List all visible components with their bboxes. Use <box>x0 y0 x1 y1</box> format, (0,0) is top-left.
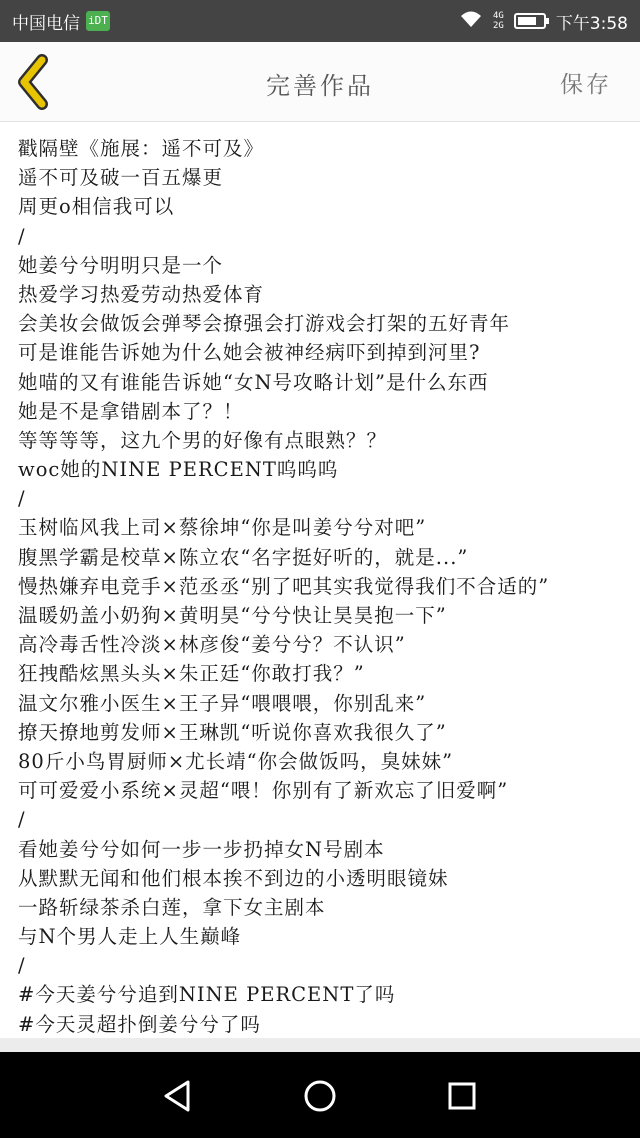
wifi-icon <box>459 10 483 33</box>
battery-icon <box>514 13 546 29</box>
editor-line: 会美妆会做饭会弹琴会撩强会打游戏会打架的五好青年 <box>18 312 511 336</box>
editor-line: 温文尔雅小医生×王子异“喂喂喂，你别乱来” <box>18 691 427 715</box>
carrier-info <box>12 9 110 34</box>
network-type <box>493 11 504 31</box>
editor-line: 狂拽酷炫黑头头×朱正廷“你敢打我？” <box>18 662 365 686</box>
chevron-left-icon <box>10 95 60 114</box>
editor-line: 看她姜兮兮如何一步一步扔掉女N号剧本 <box>18 837 385 861</box>
status-bar <box>0 0 640 42</box>
editor-line: #今天灵超扑倒姜兮兮了吗 <box>18 1012 261 1036</box>
content-bottom-bar <box>0 1038 640 1052</box>
battery-fill <box>518 17 536 25</box>
editor-line: / <box>18 487 26 511</box>
editor-line: 热爱学习热爱劳动热爱体育 <box>18 282 265 306</box>
status-indicators <box>459 9 628 34</box>
app-bar <box>0 42 640 122</box>
editor-area[interactable] <box>0 122 640 1038</box>
editor-line: 高冷毒舌性冷淡×林彦俊“姜兮兮？不认识” <box>18 633 406 657</box>
triangle-back-icon <box>158 1101 198 1120</box>
editor-line: 她是不是拿错剧本了？！ <box>18 399 244 423</box>
nav-home-button[interactable] <box>300 1076 340 1116</box>
network-type-top: 4G <box>492 11 504 21</box>
network-type-bottom: 2G <box>492 21 504 31</box>
square-recents-icon <box>442 1101 482 1120</box>
editor-line: 周更o相信我可以 <box>18 195 175 219</box>
editor-line: 一路斩绿茶杀白莲，拿下女主剧本 <box>18 895 326 919</box>
editor-line: / <box>18 954 26 978</box>
editor-line: / <box>18 224 26 248</box>
editor-line: 温暖奶盖小奶狗×黄明昊“兮兮快让昊昊抱一下” <box>18 604 447 627</box>
carrier-name: 中国电信 <box>12 13 80 34</box>
editor-line: 戳隔壁《施展：遥不可及》 <box>18 137 265 160</box>
editor-line: #今天姜兮兮追到NINE PERCENT了吗 <box>18 983 396 1007</box>
page-title: 完善作品 <box>266 72 374 100</box>
circle-home-icon <box>300 1101 340 1120</box>
editor-line: 遥不可及破一百五爆更 <box>18 166 224 190</box>
system-nav-bar <box>0 1052 640 1138</box>
editor-line: 可是谁能告诉她为什么她会被神经病吓到掉到河里? <box>18 341 481 365</box>
editor-line: 可可爱爱小系统×灵超“喂！你别有了新欢忘了旧爱啊” <box>18 779 509 803</box>
editor-line: / <box>18 808 26 832</box>
editor-line: 她姜兮兮明明只是一个 <box>18 253 224 277</box>
editor-line: 她喵的又有谁能告诉她“女N号攻略计划”是什么东西 <box>18 370 489 394</box>
editor-line: 腹黑学霸是校草×陈立农“名字挺好听的，就是...” <box>18 545 469 569</box>
editor-line: 80斤小鸟胃厨师×尤长靖“你会做饭吗，臭妹妹” <box>18 749 454 773</box>
back-button[interactable] <box>10 54 60 110</box>
carrier-badge: iDT <box>86 11 110 31</box>
save-button[interactable]: 保存 <box>560 72 612 98</box>
text-editor[interactable] <box>18 134 628 1038</box>
nav-recents-button[interactable] <box>442 1076 482 1116</box>
editor-line: woc她的NINE PERCENT呜呜呜 <box>18 458 339 482</box>
editor-line: 与N个男人走上人生巅峰 <box>18 925 242 949</box>
nav-back-button[interactable] <box>158 1076 198 1116</box>
clock: 下午3:58 <box>555 13 628 34</box>
editor-line: 慢热嫌弃电竞手×范丞丞“别了吧其实我觉得我们不合适的” <box>18 574 550 598</box>
editor-line: 撩天撩地剪发师×王琳凯“听说你喜欢我很久了” <box>18 720 447 744</box>
editor-line: 等等等等，这九个男的好像有点眼熟？？ <box>18 428 388 452</box>
editor-line: 玉树临风我上司×蔡徐坤“你是叫姜兮兮对吧” <box>18 516 427 540</box>
editor-line: 从默默无闻和他们根本挨不到边的小透明眼镜妹 <box>18 866 449 890</box>
